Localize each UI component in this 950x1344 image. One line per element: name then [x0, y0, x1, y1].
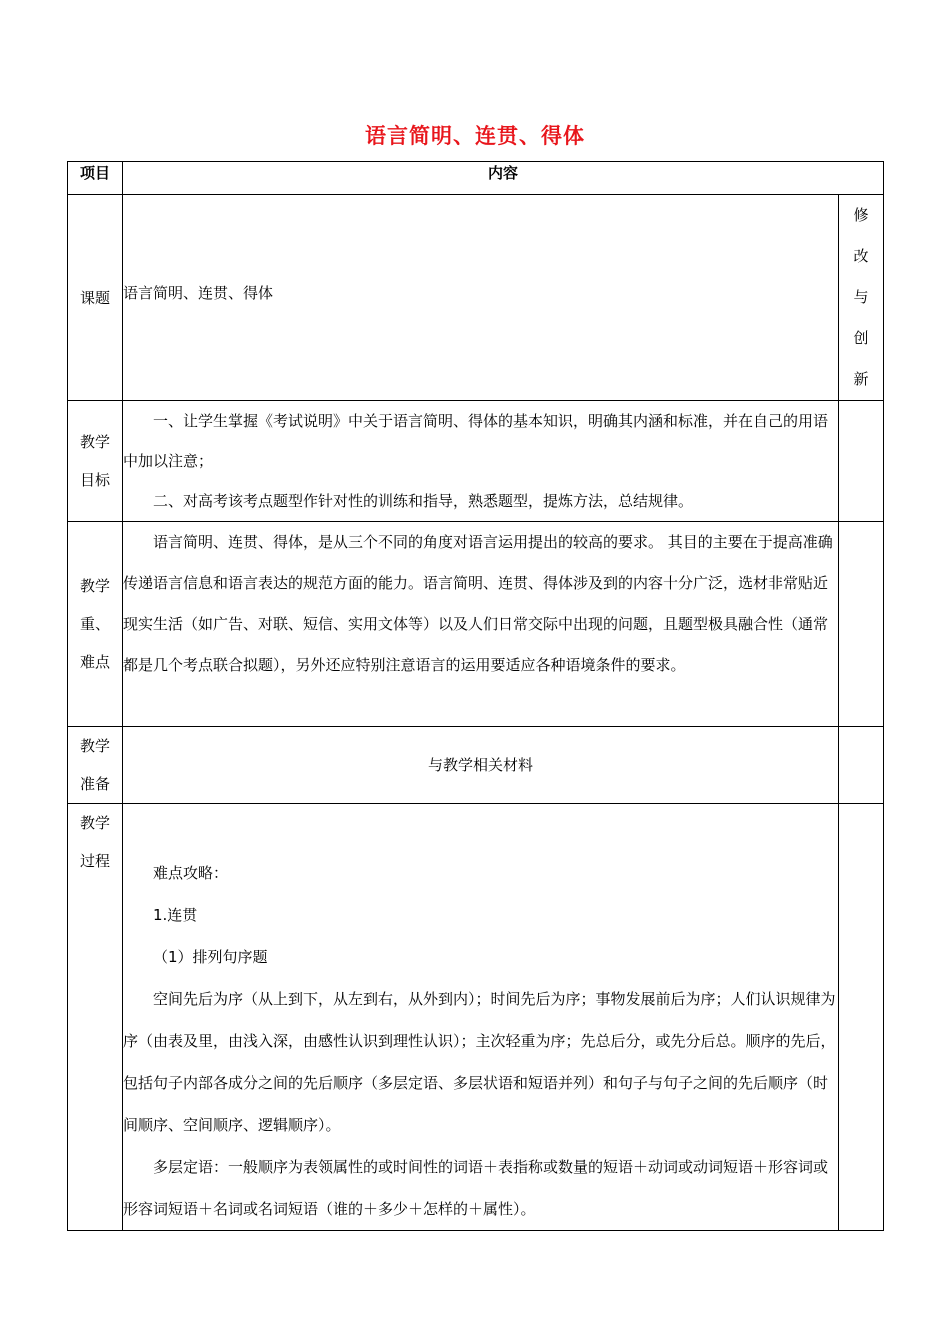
header-content: 内容 [123, 162, 884, 195]
label-line: 教学 [79, 433, 110, 451]
side-blank [838, 804, 883, 1231]
label-goals [68, 401, 123, 522]
label-line: 目标 [79, 471, 110, 489]
label-line: 教学 [79, 814, 110, 832]
label-line: 难点 [79, 653, 110, 671]
row-key [68, 522, 884, 727]
label-line: 准备 [79, 775, 110, 793]
label-line: 重、 [79, 615, 110, 633]
side-blank [838, 401, 883, 522]
row-goals [68, 401, 884, 522]
row-prep [68, 727, 884, 804]
side-blank [838, 522, 883, 727]
key-paragraph: 语言简明、连贯、得体，是从三个不同的角度对语言运用提出的较高的要求。 其目的主要在于提高准确传递语言信息和语言表达的规范方面的能力。语言简明、连贯、得体涉及到的内容十分广泛，选材非常贴近现实生活（如广告、对联、短信、实用文体等）以及人们日常交际中出现的问题，且题型极具融合性（通常都是几个考点联合拟题），另外还应特别注意语言的运用要适应各种语境条件的要求。 [123, 533, 833, 674]
process-line: （1）排列句序题 [153, 948, 268, 966]
side-note-char: 创 [853, 329, 869, 347]
label-prep [68, 727, 123, 804]
topic-content: 语言简明、连贯、得体 [123, 195, 839, 401]
label-line: 过程 [79, 852, 110, 870]
header-item: 项目 [68, 162, 123, 195]
process-paragraph: 多层定语：一般顺序为表领属性的或时间性的词语＋表指称或数量的短语＋动词或动词短语＋形容词或形容词短语＋名词或名词短语（谁的＋多少＋怎样的＋属性）。 [123, 1158, 829, 1218]
label-line: 教学 [79, 737, 110, 755]
label-process [68, 804, 123, 1231]
process-paragraph: 空间先后为序（从上到下，从左到右，从外到内）；时间先后为序；事物发展前后为序；人们认识规律为序（由表及里，由浅入深，由感性认识到理性认识）；主次轻重为序；先总后分，或先分后总。顺序的先后，包括句子内部各成分之间的先后顺序（多层定语、多层状语和短语并列）和句子与句子之间的先后顺序（时间顺序、空间顺序、逻辑顺序）。 [123, 990, 836, 1134]
process-line: 难点攻略： [153, 864, 229, 882]
side-note-char: 改 [853, 247, 869, 265]
goals-paragraph: 二、对高考该考点题型作针对性的训练和指导，熟悉题型，提炼方法，总结规律。 [153, 492, 694, 510]
label-key [68, 522, 123, 727]
process-line: 1.连贯 [153, 906, 198, 924]
process-content [123, 804, 839, 1231]
key-content [123, 522, 839, 727]
side-note-char: 修 [853, 206, 869, 224]
side-note [838, 195, 883, 401]
label-line: 教学 [79, 577, 110, 595]
side-note-char: 与 [853, 288, 869, 306]
row-process [68, 804, 884, 1231]
lesson-plan-table [67, 161, 884, 1231]
label-topic: 课题 [68, 195, 123, 401]
prep-content: 与教学相关材料 [123, 727, 839, 804]
side-blank [838, 727, 883, 804]
goals-content [123, 401, 839, 522]
page-title: 语言简明、连贯、得体 [365, 124, 585, 148]
side-note-char: 新 [853, 370, 869, 388]
row-topic [68, 195, 884, 401]
goals-paragraph: 一、让学生掌握《考试说明》中关于语言简明、得体的基本知识，明确其内涵和标准，并在自己的用语中加以注意； [123, 412, 829, 470]
table-header-row [68, 162, 884, 195]
